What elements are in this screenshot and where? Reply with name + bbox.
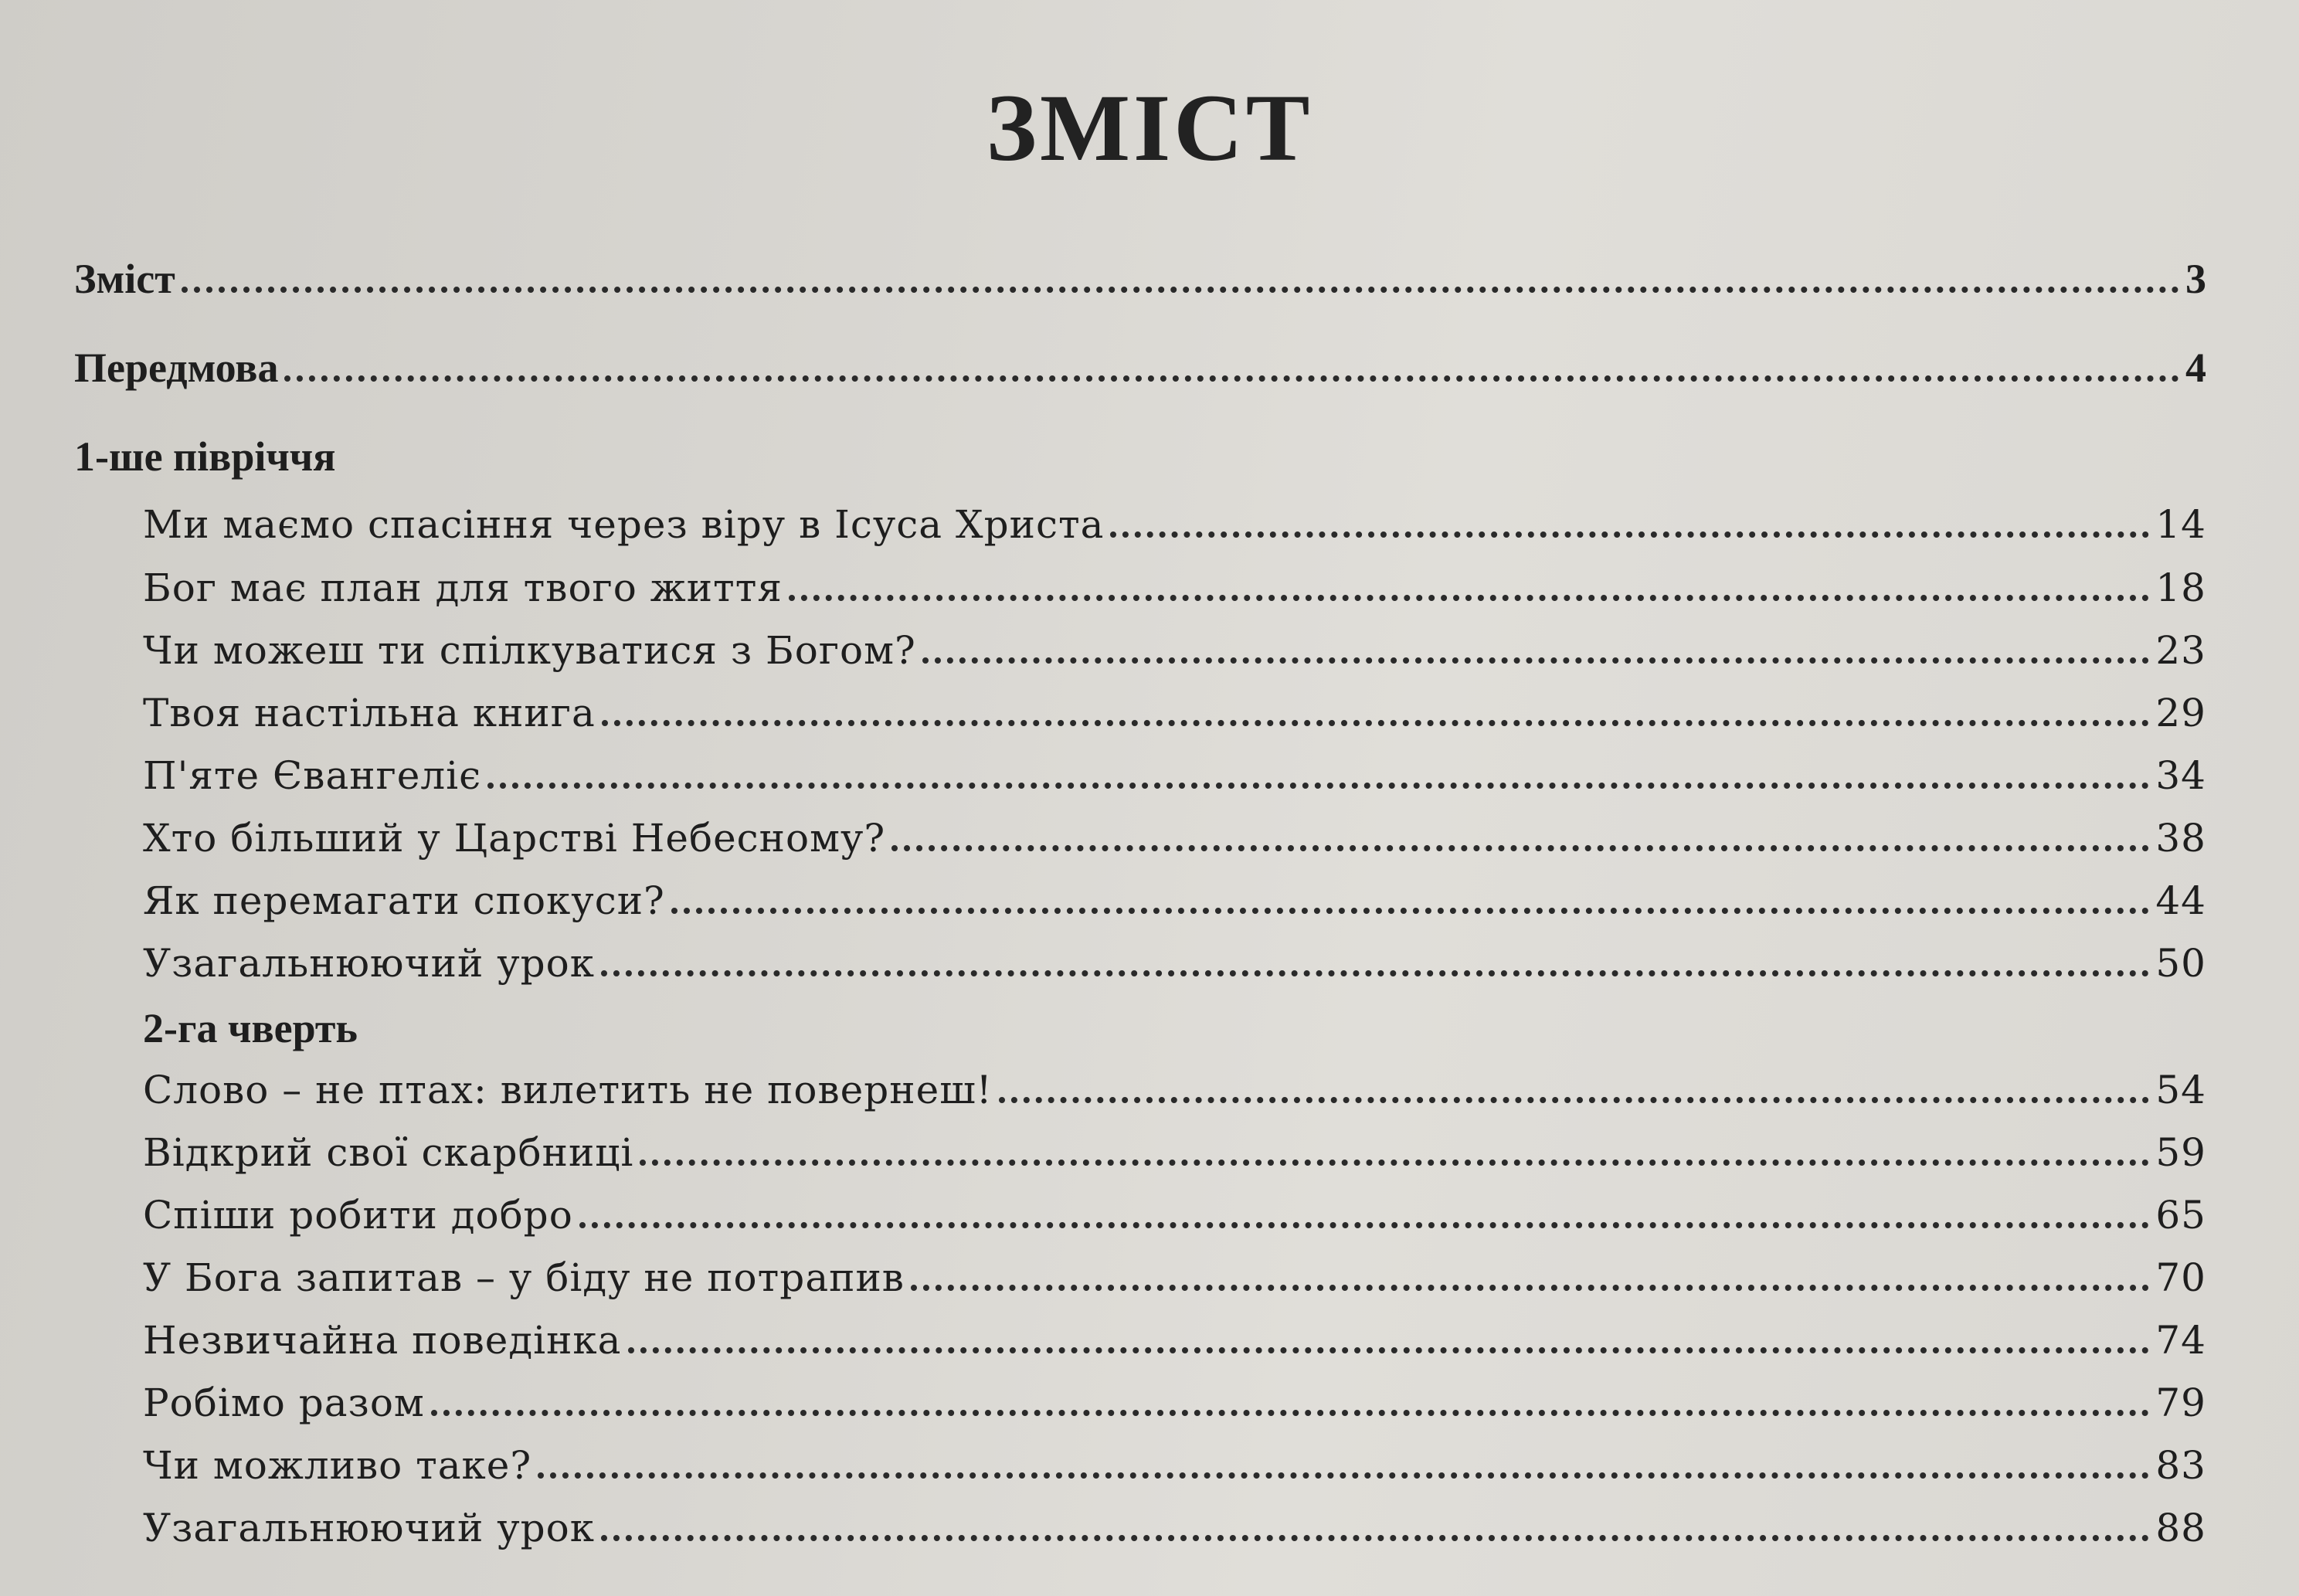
toc-entry-label: У Бога запитав – у біду не потрапив	[143, 1255, 905, 1300]
toc-entry-label: Узагальнюючий урок	[143, 1506, 595, 1550]
toc-entry-page: 50	[2155, 941, 2206, 986]
toc-entry-page: 83	[2155, 1443, 2206, 1488]
dot-leader	[538, 1471, 2149, 1479]
toc-entry-label: Твоя настільна книга	[143, 691, 596, 735]
dot-leader	[284, 374, 2179, 382]
toc-entry[interactable]	[143, 1318, 2206, 1363]
toc-entry[interactable]	[143, 1506, 2206, 1550]
toc-entry[interactable]	[143, 691, 2206, 735]
section-heading: 1-ше півріччя	[74, 433, 336, 480]
toc-entry-page: 14	[2155, 502, 2206, 547]
toc-entry-label: Чи можеш ти спілкуватися з Богом?	[143, 628, 916, 673]
toc-entry-label: Як перемагати спокуси?	[143, 878, 665, 923]
toc-entry-label: Спіши робити добро	[143, 1193, 573, 1238]
toc-entry-page: 4	[2185, 345, 2206, 391]
toc-entry[interactable]	[143, 816, 2206, 861]
toc-entry-label: Передмова	[74, 345, 279, 391]
dot-leader	[601, 969, 2149, 976]
toc-entry[interactable]	[143, 753, 2206, 798]
toc-entry[interactable]	[143, 565, 2206, 610]
toc-entry[interactable]	[143, 1380, 2206, 1425]
section-heading: 2-га чверть	[143, 1005, 358, 1051]
toc-entry[interactable]	[143, 1443, 2206, 1488]
page-title: ЗМІСТ	[986, 75, 1313, 181]
toc-entry-label: П'яте Євангеліє	[143, 753, 482, 798]
toc-entry-page: 65	[2155, 1193, 2206, 1238]
toc-entry-label: Чи можливо таке?	[143, 1443, 532, 1488]
dot-leader	[999, 1095, 2150, 1103]
toc-entry-label: Узагальнюючий урок	[143, 941, 595, 986]
dot-leader	[601, 1533, 2149, 1541]
toc-entry[interactable]	[143, 941, 2206, 986]
toc-entry-page: 59	[2155, 1130, 2206, 1175]
toc-entry-page: 88	[2155, 1506, 2206, 1550]
toc-entry-page: 23	[2155, 628, 2206, 673]
toc-entry-label: Зміст	[74, 256, 175, 302]
toc-entry[interactable]	[143, 1068, 2206, 1112]
toc-entry[interactable]	[143, 1255, 2206, 1300]
dot-leader	[182, 285, 2179, 293]
toc-entry-label: Робімо разом	[143, 1380, 425, 1425]
dot-leader	[431, 1408, 2150, 1416]
toc-entry-label: Відкрий свої скарбниці	[143, 1130, 634, 1175]
toc-entry[interactable]	[143, 1193, 2206, 1238]
toc-entry-page: 18	[2155, 565, 2206, 610]
dot-leader	[640, 1158, 2149, 1166]
toc-entry[interactable]	[143, 502, 2206, 547]
toc-entry[interactable]	[143, 878, 2206, 923]
dot-leader	[487, 781, 2149, 789]
dot-leader	[922, 656, 2150, 664]
toc-entry-page: 74	[2155, 1318, 2206, 1363]
toc-entry-page: 29	[2155, 691, 2206, 735]
toc-entry-label: Слово – не птах: вилетить не повернеш!	[143, 1068, 993, 1112]
toc-entry-contents[interactable]	[74, 255, 2206, 303]
dot-leader	[602, 718, 2150, 726]
toc-entry-page: 70	[2155, 1255, 2206, 1300]
dot-leader	[1110, 530, 2149, 538]
toc-entry-label: Бог має план для твого життя	[143, 565, 783, 610]
toc-entry-label: Незвичайна поведінка	[143, 1318, 622, 1363]
toc-entry[interactable]	[143, 1130, 2206, 1175]
toc-entry-page: 3	[2185, 256, 2206, 302]
toc-entry-page: 44	[2155, 878, 2206, 923]
toc-entry-preface[interactable]	[74, 344, 2206, 392]
toc-entry-page: 79	[2155, 1380, 2206, 1425]
dot-leader	[628, 1346, 2150, 1353]
toc-entry[interactable]	[143, 628, 2206, 673]
toc-entry-page: 34	[2155, 753, 2206, 798]
dot-leader	[789, 593, 2149, 601]
dot-leader	[891, 844, 2149, 851]
toc-entry-label: Хто більший у Царстві Небесному?	[143, 816, 886, 861]
toc-entry-label: Ми маємо спасіння через віру в Ісуса Христа	[143, 502, 1105, 547]
toc-entry-page: 38	[2155, 816, 2206, 861]
toc-entry-page: 54	[2155, 1068, 2206, 1112]
dot-leader	[671, 906, 2150, 914]
dot-leader	[911, 1283, 2149, 1291]
dot-leader	[579, 1221, 2150, 1228]
